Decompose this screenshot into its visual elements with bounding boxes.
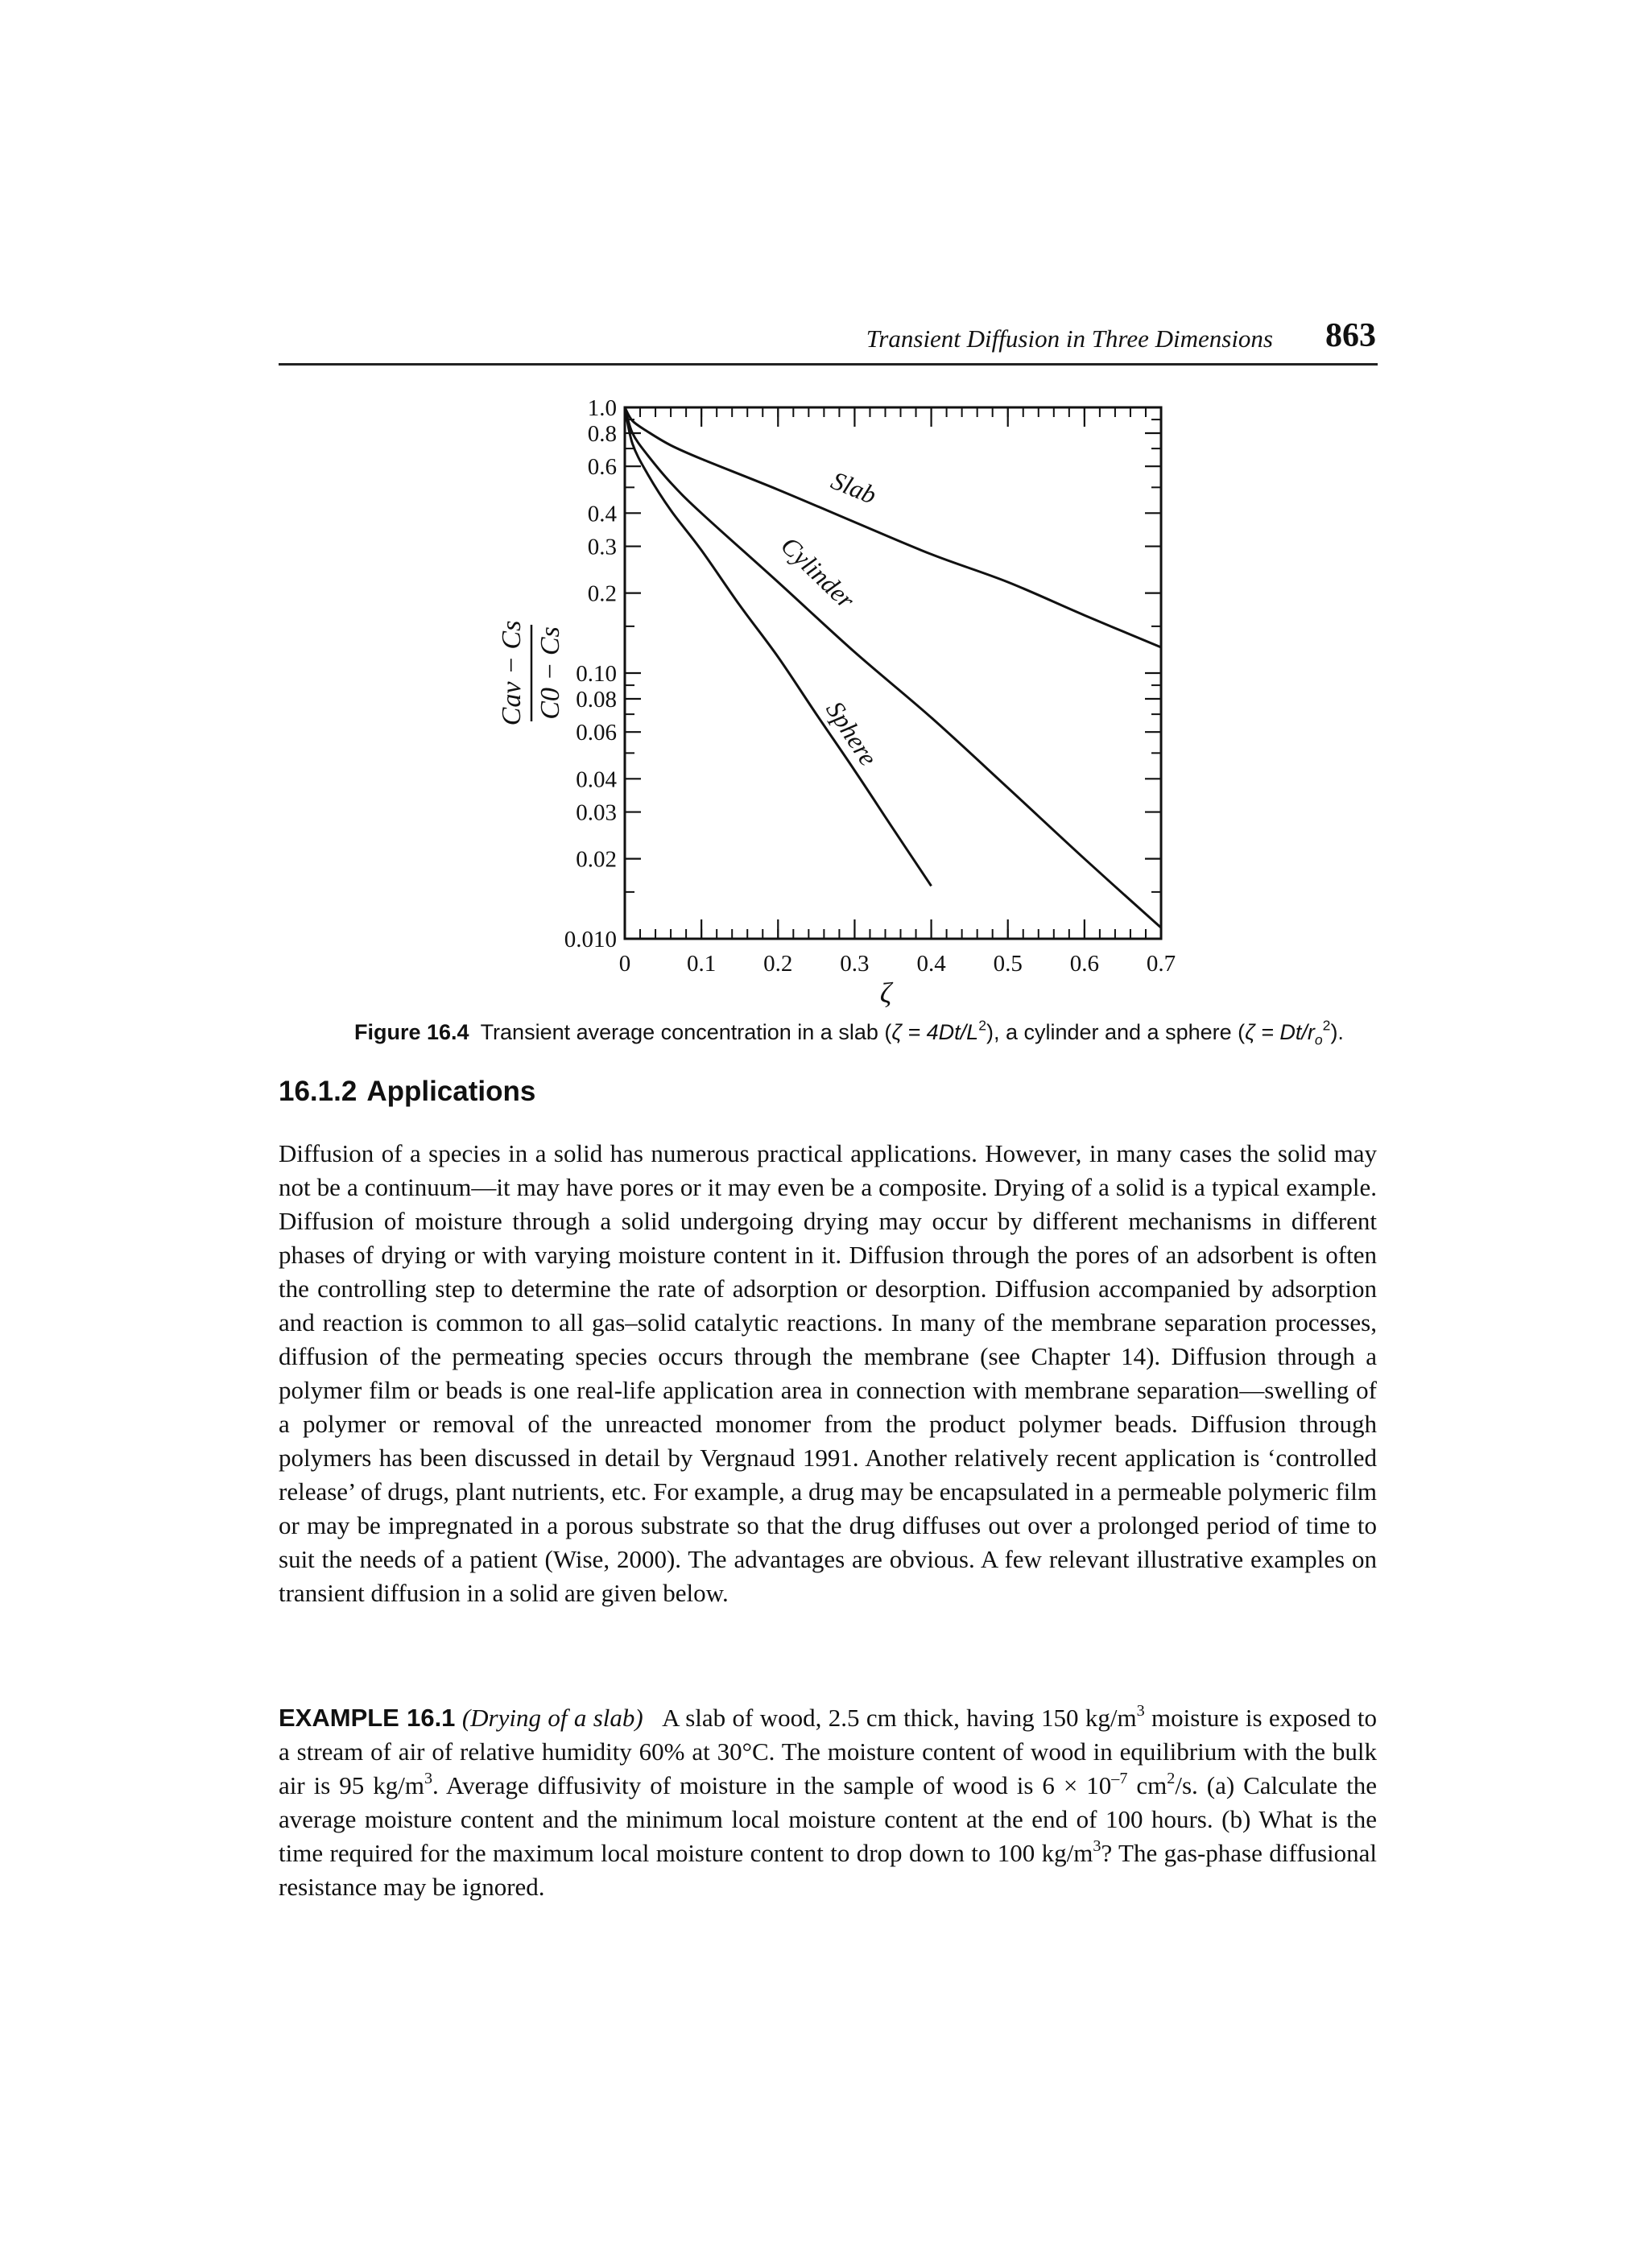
example-text-6: ? The gas-phase diffusional resistance may be ignored. <box>279 1839 1377 1901</box>
y-tick-label: 0.010 <box>564 927 617 952</box>
figure-caption-exp1: 2 <box>978 1017 986 1034</box>
body-paragraph: Diffusion of a species in a solid has numerous practical applications. However, in many cases the solid may not be a continuum—it may have pores or it may even be a composite. Drying of a solid is a typical example. Diffusion of moisture through a solid undergoing drying may occur by different mechanisms in different phases of drying or with varying moisture content in it. Diffusion through the pores of an adsorbent is often the controlling step to determine the rate of adsorption or desorption. Diffusion accompanied by adsorption and reaction is common to all gas–solid catalytic reactions. In many of the membrane separation processes, diffusion of the permeating species occurs through the membrane (see Chapter 14). Diffusion through a polymer film or beads is one real-life application area in connection with membrane separation—swelling of a polymer or removal of the unreacted monomer from the product polymer beads. Diffusion through polymers has been discussed in detail by Vergnaud 1991. Another relatively recent application is ‘controlled release’ of drugs, plant nutrients, etc. For example, a drug may be encapsulated in a permeable polymeric film or may be impregnated in a porous substrate so that the drug diffuses out over a prolonged period of time to suit the needs of a patient (Wise, 2000). The advantages are obvious. A few relevant illustrative examples on transient diffusion in a solid are given below. <box>279 1139 1377 1607</box>
figure-chart <box>0 0 1649 1014</box>
figure-caption <box>354 1017 1344 1048</box>
figure-caption-zeta1: ζ = 4Dt/L <box>891 1020 979 1044</box>
curve-label-cylinder: Cylinder <box>775 531 861 614</box>
curve-label-slab: Slab <box>827 465 881 510</box>
y-tick-label: 1.0 <box>587 395 617 421</box>
example-label: EXAMPLE 16.1 <box>279 1704 456 1732</box>
y-tick-labels <box>564 395 618 952</box>
figure-caption-label: Figure 16.4 <box>354 1020 469 1044</box>
y-tick-label: 0.4 <box>587 501 617 527</box>
y-tick-label: 0.3 <box>587 534 617 560</box>
y-tick-label: 0.06 <box>576 720 617 746</box>
running-title: Transient Diffusion in Three Dimensions <box>866 324 1273 353</box>
example-text-1: A slab of wood, 2.5 cm thick, having 150 kg/m <box>662 1704 1137 1732</box>
section-number: 16.1.2 <box>279 1076 357 1107</box>
page-number: 863 <box>1325 317 1376 354</box>
example-sup-4: 2 <box>1167 1769 1176 1787</box>
x-tick-label: 0.3 <box>840 951 870 977</box>
curves-layer <box>625 407 1161 927</box>
y-tick-label: 0.8 <box>587 420 617 447</box>
figure-caption-exp2: 2 <box>1322 1017 1331 1034</box>
x-tick-label: 0.4 <box>916 951 946 977</box>
x-tick-label: 0.5 <box>993 951 1023 977</box>
section-heading <box>279 1076 535 1108</box>
figure-caption-sub2: o <box>1314 1031 1323 1048</box>
x-tick-labels <box>619 951 1176 977</box>
example-text-4: cm <box>1127 1771 1168 1799</box>
example-sup-1: 3 <box>1136 1701 1145 1720</box>
x-tick-label: 0.1 <box>687 951 717 977</box>
y-tick-label: 0.6 <box>587 454 617 481</box>
x-tick-label: 0.2 <box>763 951 793 977</box>
x-tick-label: 0.6 <box>1069 951 1099 977</box>
curve-cylinder <box>625 407 1161 927</box>
example-title: (Drying of a slab) <box>461 1704 643 1732</box>
y-axis-label-numerator: Cav − Cs <box>497 620 527 726</box>
plot-frame <box>625 407 1161 939</box>
y-tick-label: 0.04 <box>576 766 617 793</box>
example-block <box>279 1701 1377 1904</box>
figure-caption-suffix: ). <box>1330 1020 1344 1044</box>
y-axis-label <box>497 621 565 726</box>
y-tick-label: 0.2 <box>587 580 617 607</box>
curve-slab <box>625 407 1161 647</box>
x-tick-label: 0.7 <box>1146 951 1176 977</box>
section-title: Applications <box>366 1076 536 1107</box>
y-tick-label: 0.10 <box>576 661 617 687</box>
x-axis-label: ζ <box>879 977 892 1009</box>
example-text-3: . Average diffusivity of moisture in the sample of wood is 6 × 10 <box>432 1771 1112 1799</box>
x-tick-label: 0 <box>618 951 631 977</box>
curve-label-sphere: Sphere <box>820 696 884 771</box>
ticks-layer <box>625 407 1161 939</box>
y-tick-label: 0.02 <box>576 846 617 873</box>
y-axis-label-denominator: C0 − Cs <box>535 626 565 720</box>
figure-caption-zeta2: ζ = Dt/r <box>1245 1020 1315 1044</box>
example-sup-3: –7 <box>1111 1769 1128 1787</box>
example-text-5: /s. (a) Calculate the average moisture content and the minimum local moisture content at the end of 100 hours. (b) What is the time required for the maximum local moisture content to drop down to 100 kg/m <box>279 1771 1377 1867</box>
example-sup-5: 3 <box>1093 1836 1101 1855</box>
y-tick-label: 0.03 <box>576 799 617 826</box>
figure-caption-middle: ), a cylinder and a sphere ( <box>986 1020 1246 1044</box>
y-tick-label: 0.08 <box>576 686 617 713</box>
example-text-2: moisture is exposed to a stream of air of relative humidity 60% at 30°C. The moisture content of wood in equilibrium with the bulk air is 95 kg/m <box>279 1704 1378 1799</box>
curve-sphere <box>625 407 932 886</box>
figure-caption-prefix: Transient average concentration in a slab ( <box>480 1020 892 1044</box>
example-sup-2: 3 <box>424 1769 433 1787</box>
